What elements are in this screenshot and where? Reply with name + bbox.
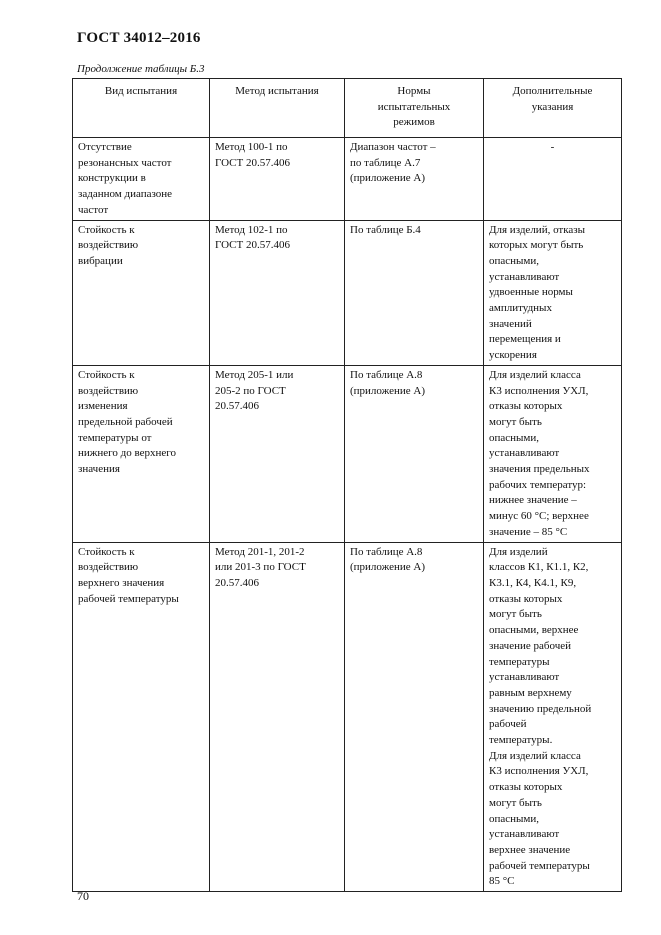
cell-notes: Для изделий класса К3 исполнения УХЛ, отказы которых могут быть опасными, устанавливают значения предельных рабочих температур: нижнее значение – минус 60 °С; верхнее значение – 85 °С: [484, 365, 622, 542]
test-table: [72, 78, 622, 892]
table-row: [73, 138, 622, 221]
cell-test-type: Отсутствие резонансных частот конструкции в заданном диапазоне частот: [73, 138, 210, 221]
table-caption: Продолжение таблицы Б.3: [77, 63, 205, 75]
cell-method: Метод 100-1 по ГОСТ 20.57.406: [210, 138, 345, 221]
column-header-test-type: Вид испытания: [73, 79, 210, 138]
page-number: 70: [77, 889, 89, 903]
cell-norms: По таблице А.8 (приложение А): [345, 542, 484, 891]
cell-norms: По таблице А.8 (приложение А): [345, 365, 484, 542]
cell-test-type: Стойкость к воздействию верхнего значения рабочей температуры: [73, 542, 210, 891]
document-title: ГОСТ 34012–2016: [77, 30, 201, 46]
cell-notes: Для изделий, отказы которых могут быть опасными, устанавливают удвоенные нормы амплитудных значений перемещения и ускорения: [484, 220, 622, 365]
table-row: [73, 220, 622, 365]
table-row: [73, 365, 622, 542]
cell-notes: -: [484, 138, 622, 221]
column-header-norms: Нормы испытательных режимов: [345, 79, 484, 138]
column-header-method: Метод испытания: [210, 79, 345, 138]
cell-method: Метод 201-1, 201-2 или 201-3 по ГОСТ 20.57.406: [210, 542, 345, 891]
cell-test-type: Стойкость к воздействию изменения предельной рабочей температуры от нижнего до верхнего значения: [73, 365, 210, 542]
table-header-row: [73, 79, 622, 138]
cell-method: Метод 102-1 по ГОСТ 20.57.406: [210, 220, 345, 365]
cell-method: Метод 205-1 или 205-2 по ГОСТ 20.57.406: [210, 365, 345, 542]
table-row: [73, 542, 622, 891]
column-header-notes: Дополнительные указания: [484, 79, 622, 138]
cell-notes: Для изделий классов К1, К1.1, К2, К3.1, К4, К4.1, К9, отказы которых могут быть опасными, верхнее значение рабочей температуры устанавливают равным верхнему значению предельной рабочей температуры. Для изделий класса К3 исполнения УХЛ, отказы которых могут быть опасными, устанавливают верхнее значение рабочей температуры 85 °С: [484, 542, 622, 891]
cell-norms: Диапазон частот – по таблице А.7 (приложение А): [345, 138, 484, 221]
cell-norms: По таблице Б.4: [345, 220, 484, 365]
cell-test-type: Стойкость к воздействию вибрации: [73, 220, 210, 365]
